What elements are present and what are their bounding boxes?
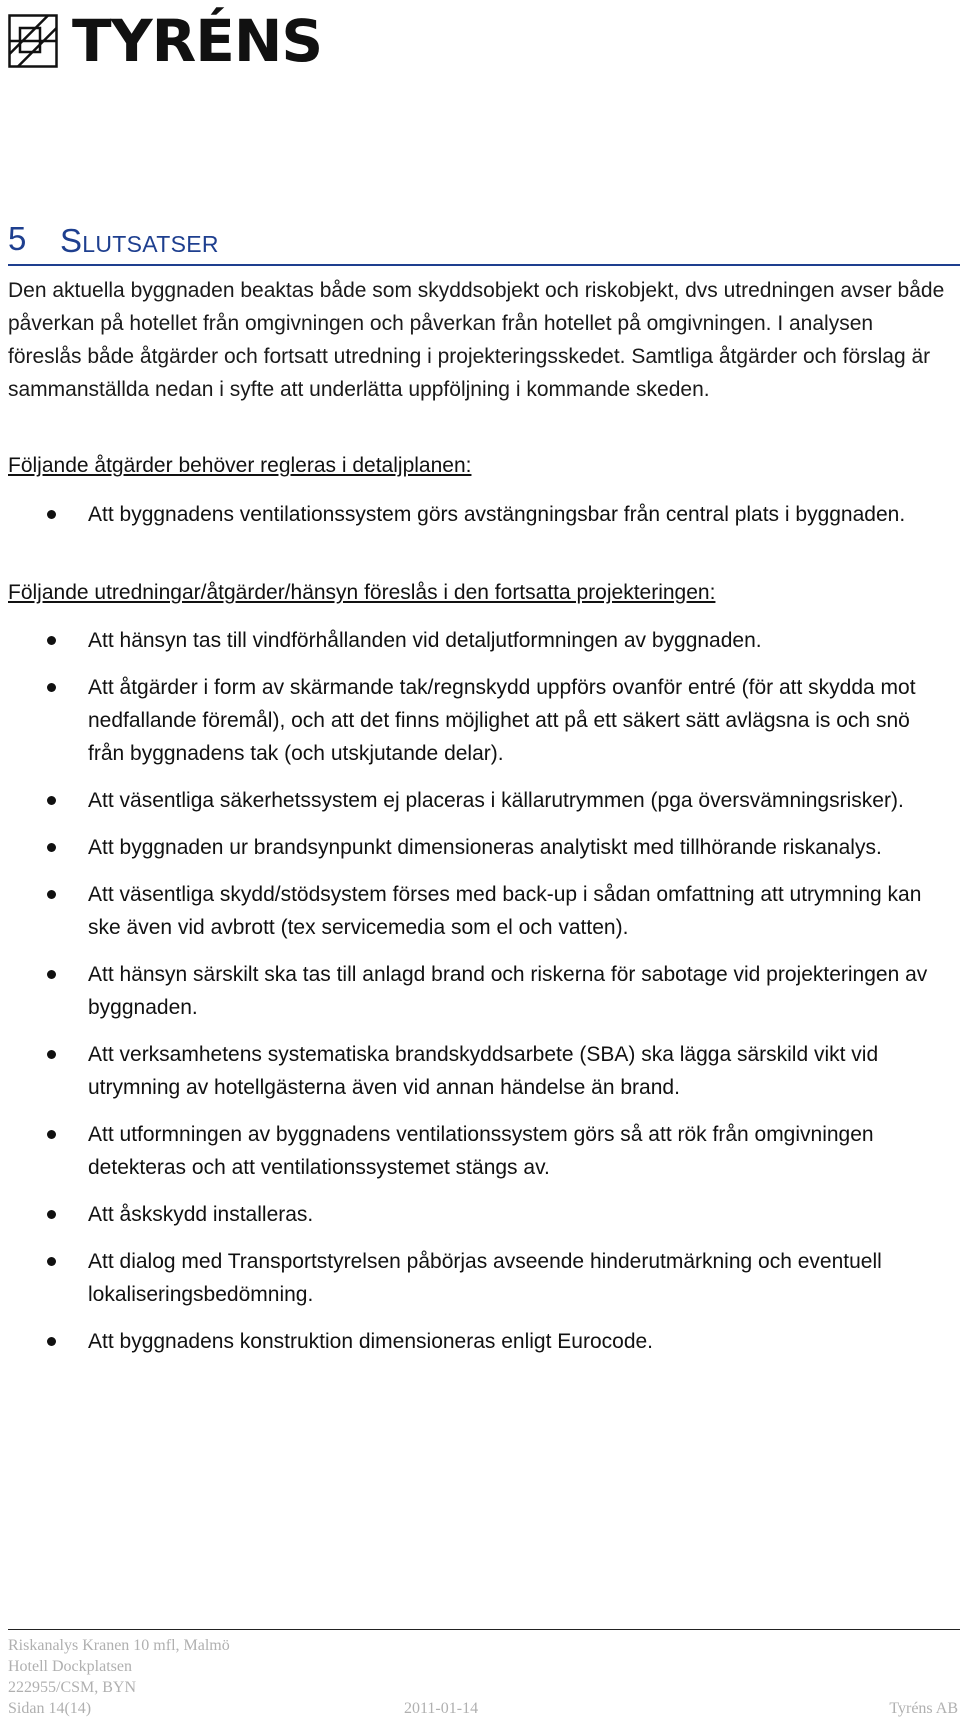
list-item-text: Att dialog med Transportstyrelsen påbörjas avseende hinderutmärkning och eventuell lokaliseringsbedömning.	[88, 1250, 882, 1306]
footer-subtitle: Hotell Dockplatsen	[8, 1658, 132, 1675]
list-item-text: Att hänsyn tas till vindförhållanden vid detaljutformningen av byggnaden.	[88, 629, 762, 652]
bullet-icon	[47, 1130, 56, 1139]
list-item	[0, 878, 940, 944]
footer-date: 2011-01-14	[404, 1700, 479, 1717]
footer-project: Riskanalys Kranen 10 mfl, Malmö	[8, 1637, 230, 1654]
heading-number: 5	[8, 220, 27, 257]
list-item-text: Att väsentliga säkerhetssystem ej placeras i källarutrymmen (pga översvämningsrisker).	[88, 789, 904, 812]
bullet-icon	[47, 1257, 56, 1266]
list-item-text: Att byggnadens ventilationssystem görs avstängningsbar från central plats i byggnaden.	[88, 503, 906, 526]
list-item	[0, 831, 940, 864]
bullet-icon	[47, 636, 56, 645]
bullet-icon	[47, 510, 56, 519]
subheading-detaljplan: Följande åtgärder behöver regleras i detaljplanen:	[8, 454, 472, 477]
bullet-icon	[47, 970, 56, 979]
list-item	[0, 671, 940, 770]
footer-page-number: Sidan 14(14)	[8, 1700, 92, 1717]
footer-company: Tyréns AB	[889, 1700, 958, 1717]
bullet-icon	[47, 890, 56, 899]
projektering-list	[0, 624, 940, 1372]
list-item	[0, 784, 940, 817]
list-item	[0, 1198, 940, 1231]
list-item-text: Att verksamhetens systematiska brandskyddsarbete (SBA) ska lägga särskild vikt vid utrymning av hotellgästerna även vid annan händelse än brand.	[88, 1043, 879, 1099]
list-item	[0, 1245, 940, 1311]
list-item-text: Att hänsyn särskilt ska tas till anlagd brand och riskerna för sabotage vid projekteringen av byggnaden.	[88, 963, 928, 1019]
company-logo	[8, 7, 323, 75]
subheading-projektering: Följande utredningar/åtgärder/hänsyn föreslås i den fortsatta projekteringen:	[8, 581, 716, 604]
list-item	[0, 498, 940, 531]
logo-mark-icon	[8, 14, 58, 68]
footer-reference: 222955/CSM, BYN	[8, 1679, 137, 1696]
list-item	[0, 1325, 940, 1358]
bullet-icon	[47, 1050, 56, 1059]
list-item	[0, 1038, 940, 1104]
bullet-icon	[47, 683, 56, 692]
list-item-text: Att byggnaden ur brandsynpunkt dimensioneras analytiskt med tillhörande riskanalys.	[88, 836, 882, 859]
list-item-text: Att väsentliga skydd/stödsystem förses med back-up i sådan omfattning att utrymning kan ske även vid avbrott (tex servicemedia som el och vatten).	[88, 883, 922, 939]
list-item-text: Att byggnadens konstruktion dimensioneras enligt Eurocode.	[88, 1330, 654, 1353]
intro-paragraph: Den aktuella byggnaden beaktas både som skyddsobjekt och riskobjekt, dvs utredningen avser både påverkan på hotellet från omgivningen och påverkan från hotellet på omgivningen. I analysen föreslås både åtgärder och fortsatt utredning i projekteringsskedet. Samtliga åtgärder och förslag är sammanställda nedan i syfte att underlätta uppföljning i kommande skeden.	[8, 279, 945, 401]
footer-divider	[8, 1629, 960, 1630]
detaljplan-list	[0, 498, 940, 545]
bullet-icon	[47, 1337, 56, 1346]
bullet-icon	[47, 843, 56, 852]
bullet-icon	[47, 1210, 56, 1219]
footer-info	[8, 1635, 230, 1719]
list-item	[0, 624, 940, 657]
section-heading	[8, 218, 960, 266]
logo-wordmark: TYRÉNS	[72, 7, 323, 75]
list-item-text: Att åtgärder i form av skärmande tak/regnskydd uppförs ovanför entré (för att skydda mot nedfallande föremål), och att det finns möjlighet att på ett säkert sätt avlägsna is och snö från byggnadens tak (och utskjutande delar).	[88, 676, 916, 765]
bullet-icon	[47, 796, 56, 805]
list-item-text: Att åskskydd installeras.	[88, 1203, 314, 1226]
list-item	[0, 958, 940, 1024]
list-item	[0, 1118, 940, 1184]
heading-title: Slutsatser	[60, 222, 219, 259]
list-item-text: Att utformningen av byggnadens ventilationssystem görs så att rök från omgivningen detekteras och att ventilationssystemet stängs av.	[88, 1123, 874, 1179]
